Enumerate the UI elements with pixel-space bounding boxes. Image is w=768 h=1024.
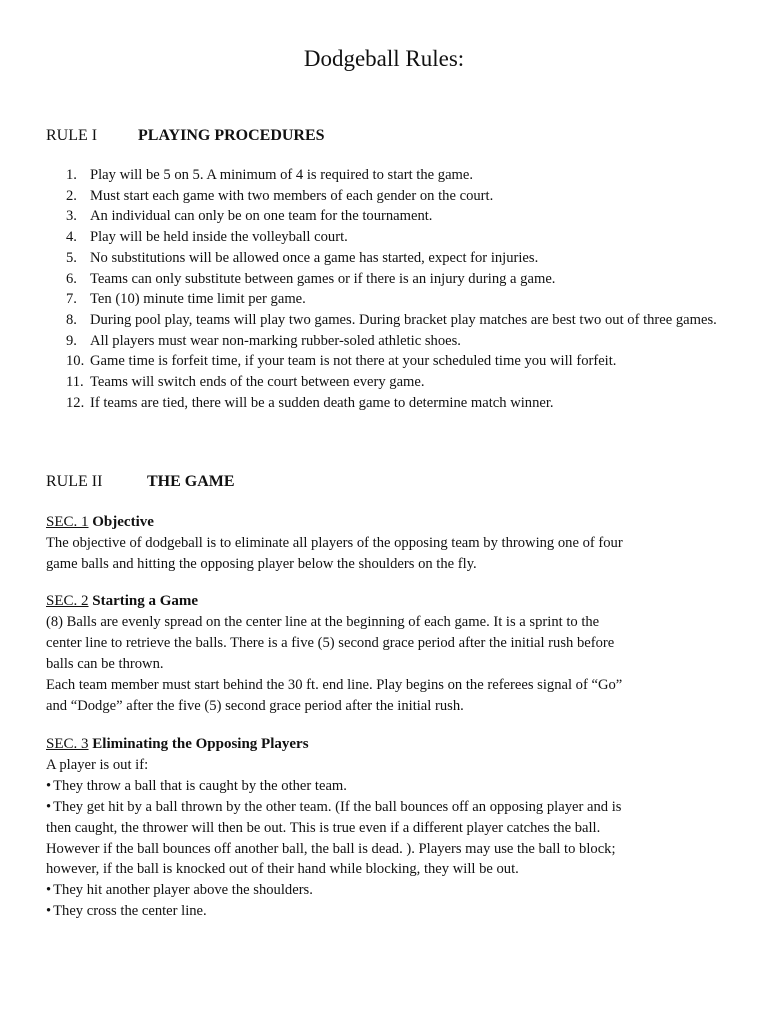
bullet-item: • They hit another player above the shoulders. xyxy=(46,880,736,901)
bullet-item: • They get hit by a ball thrown by the other team. (If the ball bounces off an opposing player and is xyxy=(46,797,736,818)
paragraph-line: However if the ball bounces off another ball, the ball is dead. ). Players may use the ball to block; xyxy=(46,840,616,857)
paragraph-line: then caught, the thrower will then be out. This is true even if a different player catches the ball. xyxy=(46,819,601,836)
list-item xyxy=(46,351,726,372)
section-3-label: SEC. 3 xyxy=(46,736,89,752)
bullet-item: • They cross the center line. xyxy=(46,901,736,922)
list-item-number: 7. xyxy=(66,291,77,308)
list-item xyxy=(46,269,726,290)
list-item-number: 8. xyxy=(66,311,77,328)
list-item-text: An individual can only be on one team for the tournament. xyxy=(90,208,433,225)
paragraph-line: game balls and hitting the opposing player below the shoulders on the fly. xyxy=(46,555,477,572)
list-item xyxy=(46,206,726,227)
list-item-text: Play will be held inside the volleyball court. xyxy=(90,229,348,246)
section-2-starting-a-game xyxy=(46,591,736,716)
rule-1-number: RULE I xyxy=(46,127,98,144)
section-3-header xyxy=(46,734,736,755)
section-1-objective xyxy=(46,512,736,575)
rule-1-header xyxy=(46,127,325,145)
paragraph-line: (8) Balls are evenly spread on the center line at the beginning of each game. It is a sprint to the xyxy=(46,613,600,630)
list-item xyxy=(46,289,726,310)
paragraph-line: center line to retrieve the balls. There is a five (5) second grace period after the initial rush before xyxy=(46,634,615,651)
section-1-label: SEC. 1 xyxy=(46,514,89,530)
list-item-number: 9. xyxy=(66,332,77,349)
section-3-eliminating-players xyxy=(46,734,736,922)
list-item-text: Ten (10) minute time limit per game. xyxy=(90,291,306,308)
rule-2-header xyxy=(46,473,235,491)
list-item xyxy=(46,393,726,414)
list-item xyxy=(46,227,726,248)
rule-1-name: PLAYING PROCEDURES xyxy=(138,127,325,144)
list-item-number: 6. xyxy=(66,270,77,287)
list-item-number: 4. xyxy=(66,229,77,246)
list-item-number: 1. xyxy=(66,167,77,183)
list-item-number: 12. xyxy=(66,394,85,411)
rule-2-name: THE GAME xyxy=(147,473,235,490)
section-3-intro: A player is out if: xyxy=(46,756,149,773)
page-title: Dodgeball Rules: xyxy=(303,46,465,71)
section-2-heading: Starting a Game xyxy=(92,593,199,609)
list-item-text: Teams will switch ends of the court between every game. xyxy=(90,374,425,391)
list-item-number: 10. xyxy=(66,353,85,370)
section-1-header xyxy=(46,512,736,533)
list-item xyxy=(46,165,726,186)
paragraph-line: however, if the ball is knocked out of their hand while blocking, they will be out. xyxy=(46,861,519,878)
list-item xyxy=(46,331,726,352)
section-2-header xyxy=(46,591,736,612)
list-item-number: 5. xyxy=(66,249,77,266)
paragraph-line: Each team member must start behind the 30 ft. end line. Play begins on the referees signal of “Go” xyxy=(46,676,623,693)
list-item xyxy=(46,310,726,331)
paragraph-line: The objective of dodgeball is to eliminate all players of the opposing team by throwing one of four xyxy=(46,534,623,551)
list-item-text: Must start each game with two members of each gender on the court. xyxy=(90,187,494,204)
list-item-number: 2. xyxy=(66,187,77,204)
rule-2-number: RULE II xyxy=(46,473,103,490)
list-item-text: All players must wear non-marking rubber-soled athletic shoes. xyxy=(90,332,461,349)
list-item xyxy=(46,248,726,269)
paragraph-line: and “Dodge” after the five (5) second grace period after the initial rush. xyxy=(46,697,464,714)
list-item-text: Play will be 5 on 5. A minimum of 4 is required to start the game. xyxy=(90,167,474,183)
section-3-heading: Eliminating the Opposing Players xyxy=(92,736,309,752)
section-1-heading: Objective xyxy=(92,514,154,530)
list-item-text: Teams can only substitute between games or if there is an injury during a game. xyxy=(90,270,556,287)
list-item xyxy=(46,372,726,393)
paragraph-line: balls can be thrown. xyxy=(46,655,164,672)
list-item-number: 3. xyxy=(66,208,77,225)
bullet-item: • They throw a ball that is caught by the other team. xyxy=(46,776,736,797)
section-2-label: SEC. 2 xyxy=(46,593,89,609)
list-item-text: No substitutions will be allowed once a game has started, expect for injuries. xyxy=(90,249,539,266)
playing-procedures-list xyxy=(46,165,726,413)
list-item-number: 11. xyxy=(66,374,84,391)
list-item xyxy=(46,186,726,207)
list-item-text: If teams are tied, there will be a sudden death game to determine match winner. xyxy=(90,394,554,411)
list-item-text: During pool play, teams will play two games. During bracket play matches are best two out of three games. xyxy=(90,311,717,328)
list-item-text: Game time is forfeit time, if your team is not there at your scheduled time you will forfeit. xyxy=(90,353,617,370)
